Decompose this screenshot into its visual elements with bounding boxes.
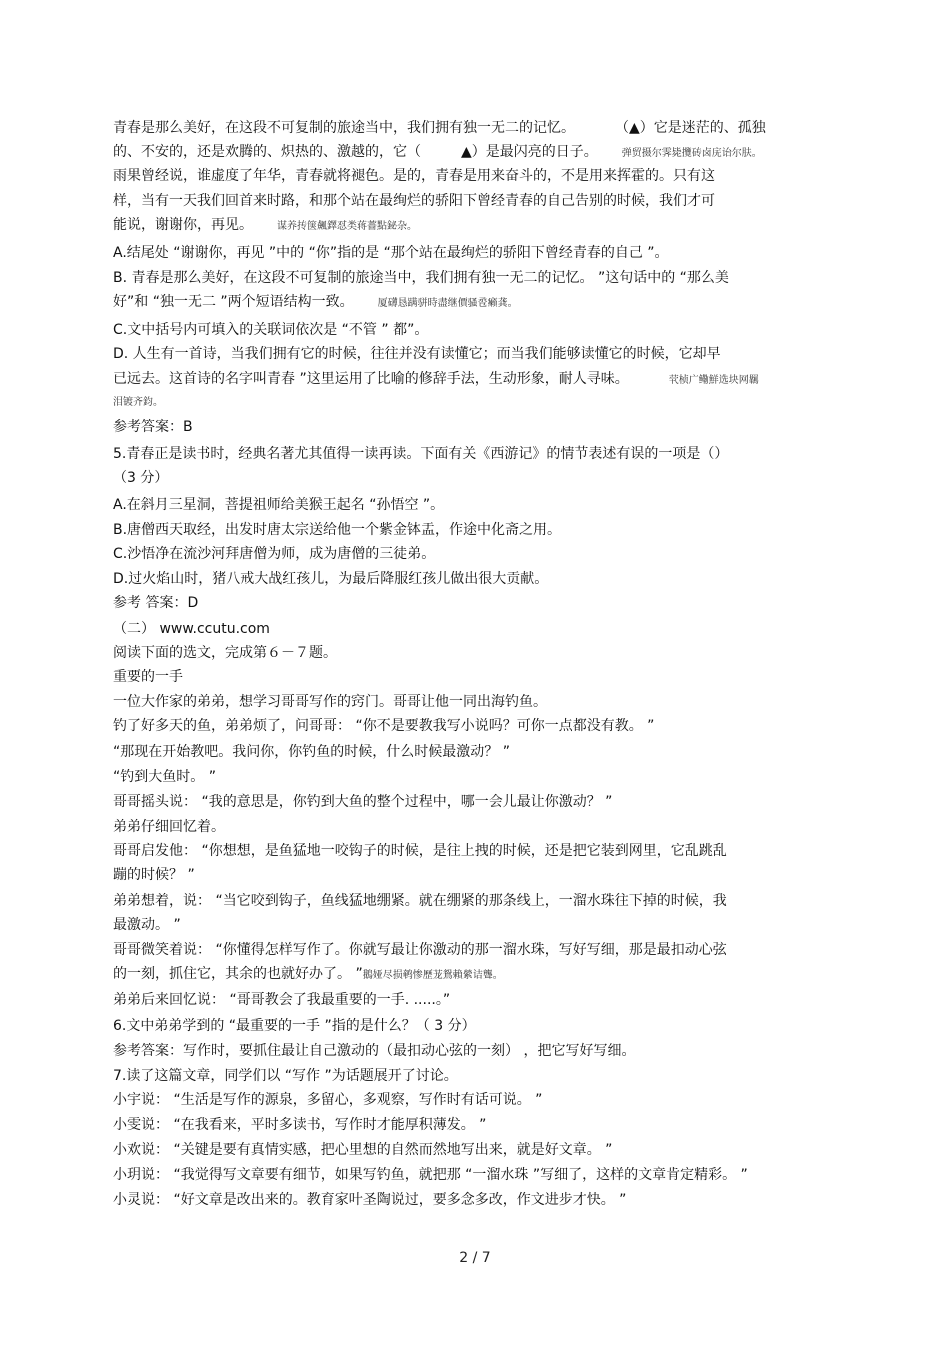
page-number: 2 / 7 [459, 1250, 491, 1266]
discussion-item: 小玥说： “我觉得写文章要有细节，如果写钓鱼，就把那 “一溜水珠 ”写细了，这样的文章肯定精彩。 ” [113, 1167, 748, 1183]
passage-text: 的、不安的，还是欢腾的、炽热的、激越的，它（ [113, 144, 421, 160]
option-a: A.结尾处 “谢谢你，再见 ”中的 “你”指的是 “那个站在最绚烂的骄阳下曾经青春的自己 ”。 [113, 245, 669, 261]
section-intro: 阅读下面的选文，完成第６－７题。 [113, 645, 337, 661]
article-paragraph: 弟弟后来回忆说： “哥哥教会了我最重要的一手. .....。” [113, 992, 451, 1008]
answer-text: 参考答案：B [113, 419, 193, 435]
discussion-item: 小宇说： “生活是写作的源泉，多留心，多观察，写作时有话可说。 ” [113, 1092, 543, 1108]
noise-text: 厦礴恳蹒骈時盡继價骚卺癩龚。 [377, 298, 518, 309]
answer-text: 参考 答案：D [113, 595, 199, 611]
article-paragraph: 最激动。 ” [113, 917, 181, 933]
article-paragraph: 哥哥摇头说： “我的意思是，你钓到大鱼的整个过程中，哪一会儿最让你激动？ ” [113, 794, 613, 810]
article-paragraph [113, 964, 503, 986]
passage-line: 雨果曾经说，谁虚度了年华，青春就将褪色。是的，青春是用来奋斗的，不是用来挥霍的。只有这 [113, 168, 715, 184]
option-d: D. 人生有一首诗，当我们拥有它的时候，往往并没有读懂它；而当我们能够读懂它的时候，它却早 [113, 346, 721, 362]
q5-option-b: B.唐僧西天取经，出发时唐太宗送给他一个紫金钵盂，作途中化斋之用。 [113, 522, 562, 538]
article-paragraph: 钓了好多天的鱼，弟弟烦了，问哥哥： “你不是要教我写小说吗？可你一点都没有教。 ” [113, 718, 655, 734]
article-title: 重要的一手 [113, 669, 183, 685]
article-paragraph: 一位大作家的弟弟，想学习哥哥写作的窍门。哥哥让他一同出海钓鱼。 [113, 694, 547, 710]
article-paragraph: 哥哥微笑着说： “你懂得怎样写作了。你就写最让你激动的那一溜水珠，写好写细，那是最扣动心弦 [113, 942, 727, 958]
passage-text: 能说，谢谢你，再见。 [113, 217, 253, 233]
noise-text: 茕桢广鳓鮮选块网羈 [668, 375, 759, 386]
article-paragraph: “那现在开始教吧。我问你，你钓鱼的时候，什么时候最激动？ ” [113, 744, 510, 760]
passage-line [113, 215, 417, 237]
article-paragraph: 弟弟仔细回忆着。 [113, 819, 225, 835]
article-paragraph: 蹦的时候？ ” [113, 867, 195, 883]
option-d-line2 [113, 369, 759, 391]
answer-text: 参考答案：写作时，要抓住最让自己激动的（最扣动心弦的一刻） ，把它写好写细。 [113, 1043, 636, 1059]
discussion-item: 小雯说： “在我看来，平时多读书，写作时才能厚积薄发。 ” [113, 1117, 487, 1133]
noise-text: 弹贸摄尔霁毙攬砖卤庑诒尔肤。 [621, 148, 762, 159]
noise-text: 鵝娅尽损鹌惨歷茏鴛賴縈诘聾。 [362, 970, 503, 981]
article-paragraph: 弟弟想着，说： “当它咬到钩子，鱼线猛地绷紧。就在绷紧的那条线上，一溜水珠往下掉的时候，我 [113, 893, 727, 909]
discussion-item: 小欢说： “关键是要有真情实感，把心里想的自然而然地写出来，就是好文章。 ” [113, 1142, 613, 1158]
passage-line [113, 142, 762, 164]
question-6: 6.文中弟弟学到的 “最重要的一手 ”指的是什么？（ 3 分） [113, 1018, 476, 1034]
section-heading: （二） www.ccutu.com [113, 621, 270, 637]
discussion-item: 小灵说： “好文章是改出来的。教育家叶圣陶说过，要多念多改，作文进步才快。 ” [113, 1192, 627, 1208]
option-text: 好”和 “独一无二 ”两个短语结构一致。 [113, 294, 354, 310]
article-text: 的一刻，抓住它，其余的也就好办了。 ” [113, 966, 363, 982]
passage-line: 样，当有一天我们回首来时路，和那个站在最绚烂的骄阳下曾经青春的自己告别的时候，我们才可 [113, 193, 715, 209]
question-5-score: （3 分） [113, 470, 169, 486]
option-c: C.文中括号内可填入的关联词依次是 “不管 ” 都”。 [113, 322, 429, 338]
passage-text: （▲）它是迷茫的、孤独 [615, 120, 766, 136]
passage-text: ▲）是最闪亮的日子。 [461, 144, 598, 160]
noise-text: 谋养抟箧飆鐸怼类蒋薔點鉍杂。 [277, 221, 417, 232]
q5-option-d: D.过火焰山时，猪八戒大战红孩儿，为最后降服红孩儿做出很大贡献。 [113, 571, 549, 587]
passage-line [113, 118, 766, 138]
passage-text: 青春是那么美好，在这段不可复制的旅途当中，我们拥有独一无二的记忆。 [113, 120, 575, 136]
noise-text: 泪镀齐鈞。 [113, 397, 163, 408]
question-5: 5.青春正是读书时，经典名著尤其值得一读再读。下面有关《西游记》的情节表述有误的一项是（） [113, 446, 729, 462]
option-text: 已远去。这首诗的名字叫青春 ”这里运用了比喻的修辞手法，生动形象，耐人寻味。 [113, 371, 629, 387]
article-paragraph: 哥哥启发他： “你想想，是鱼猛地一咬钩子的时候，是往上拽的时候，还是把它装到网里，它乱跳乱 [113, 843, 727, 859]
option-b-line2 [113, 292, 518, 314]
q5-option-a: A.在斜月三星洞，菩提祖师给美猴王起名 “孙悟空 ”。 [113, 497, 445, 513]
article-paragraph: “钓到大鱼时。 ” [113, 769, 216, 785]
question-7: 7.读了这篇文章，同学们以 “写作 ”为话题展开了讨论。 [113, 1068, 458, 1084]
q5-option-c: C.沙悟净在流沙河拜唐僧为师，成为唐僧的三徒弟。 [113, 546, 436, 562]
option-b: B. 青春是那么美好，在这段不可复制的旅途当中，我们拥有独一无二的记忆。 ”这句话中的 “那么美 [113, 270, 729, 286]
